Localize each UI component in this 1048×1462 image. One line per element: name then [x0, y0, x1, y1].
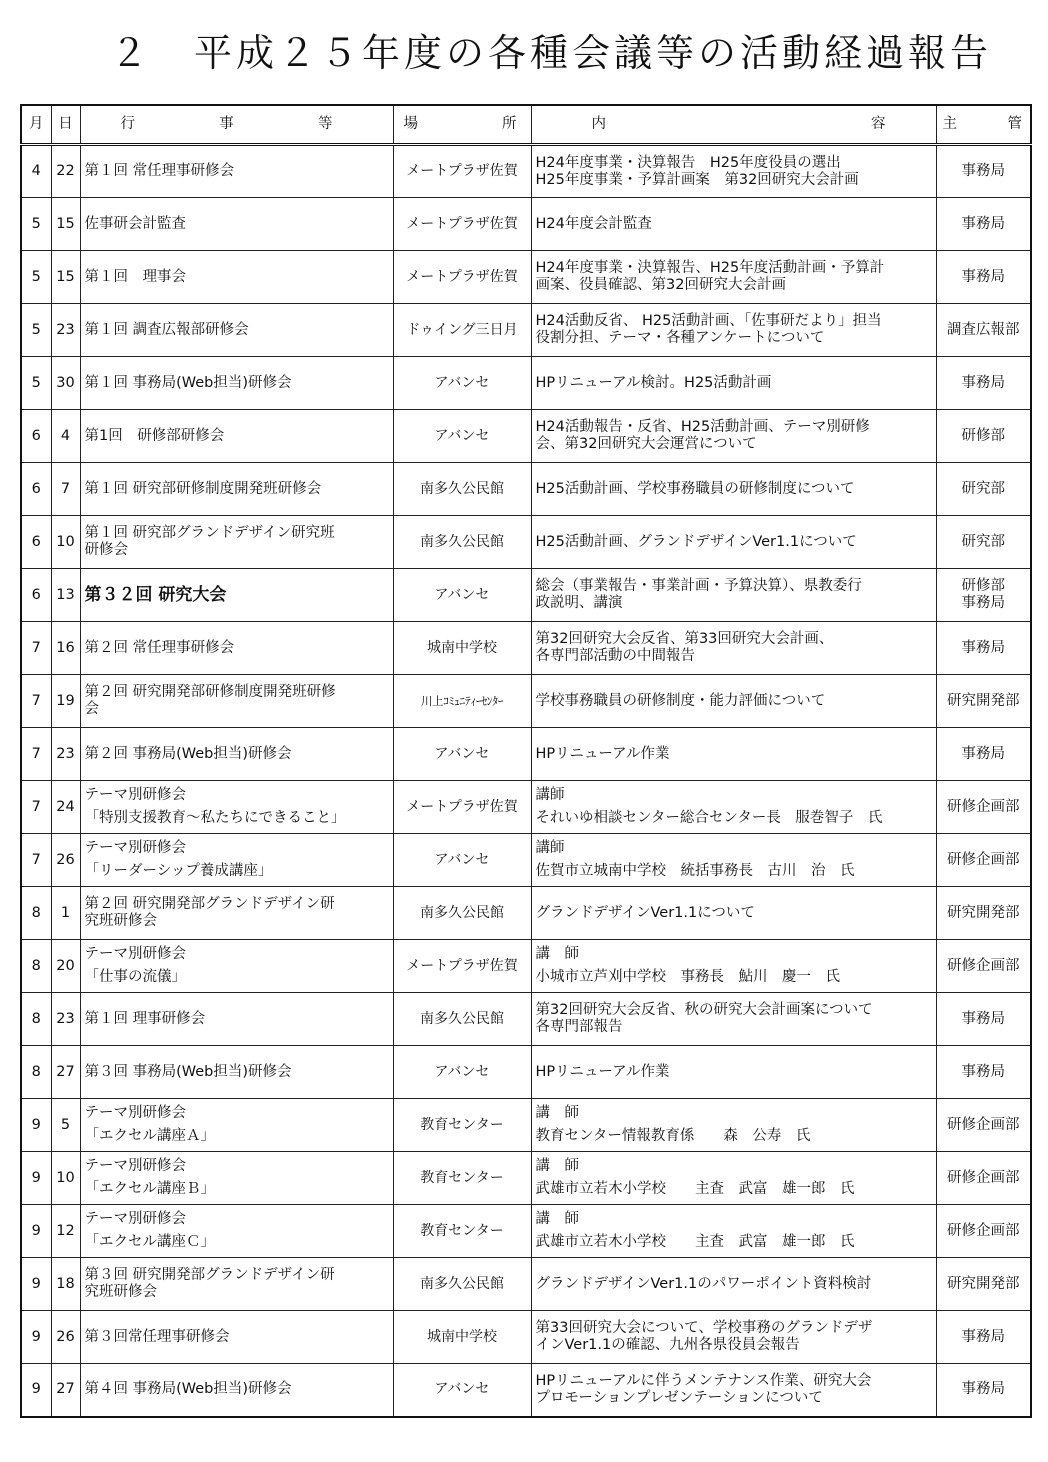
event-line: 第１回 常任理事研修会	[84, 163, 235, 179]
day-cell: 26	[51, 1311, 80, 1364]
event-cell	[80, 887, 393, 940]
content-cell	[531, 993, 936, 1046]
day-cell: 15	[51, 251, 80, 304]
content-line: 講 師	[535, 1211, 579, 1227]
organizer-cell	[936, 781, 1031, 834]
event-line: 第１回 事務局(Web担当)研修会	[84, 374, 292, 391]
event-line: 第２回 事務局(Web担当)研修会	[84, 745, 292, 762]
organizer-line: 研究部	[961, 533, 1005, 550]
month-cell: 8	[21, 1046, 51, 1099]
month-cell: 8	[21, 940, 51, 993]
content-cell	[531, 198, 936, 251]
event-line: 第２回 常任理事研修会	[84, 639, 235, 656]
content-line: HPリニューアル作業	[535, 745, 670, 762]
event-line: 第３２回 研究大会	[84, 584, 227, 605]
day-cell: 5	[51, 1099, 80, 1152]
content-cell	[531, 516, 936, 569]
content-line: 学校事務職員の研修制度・能力評価について	[535, 692, 826, 709]
event-line: 究班研修会	[84, 1284, 157, 1300]
event-line: 会	[84, 701, 99, 717]
table-row	[21, 781, 1031, 834]
content-line: 講 師	[535, 946, 579, 962]
table-row	[21, 251, 1031, 304]
table-row	[21, 1205, 1031, 1258]
event-cell	[80, 198, 393, 251]
content-line: HPリニューアル作業	[535, 1063, 670, 1080]
organizer-line: 調査広報部	[947, 321, 1020, 338]
event-cell	[80, 145, 393, 198]
content-line: 講師	[535, 840, 565, 856]
organizer-cell	[936, 728, 1031, 781]
organizer-line: 事務局	[961, 215, 1005, 232]
month-cell: 9	[21, 1152, 51, 1205]
content-line: 講師	[535, 787, 565, 803]
organizer-cell	[936, 940, 1031, 993]
event-line: 第３回常任理事研修会	[84, 1328, 230, 1345]
content-line: 政説明、講演	[535, 595, 623, 611]
organizer-line: 事務局	[961, 745, 1005, 762]
organizer-cell	[936, 357, 1031, 410]
organizer-cell	[936, 834, 1031, 887]
header-venue: 場 所	[393, 105, 531, 145]
venue-cell: 南多久公民館	[393, 993, 531, 1046]
event-line: 「エクセル講座Ｃ」	[84, 1234, 215, 1250]
content-line: 第32回研究大会反省、第33回研究大会計画、	[535, 631, 834, 647]
day-cell: 1	[51, 887, 80, 940]
content-cell	[531, 410, 936, 463]
month-cell: 8	[21, 887, 51, 940]
table-row	[21, 1152, 1031, 1205]
content-line: 武雄市立若木小学校 主査 武富 雄一郎 氏	[535, 1181, 855, 1197]
organizer-line: 事務局	[961, 1010, 1005, 1027]
content-cell	[531, 1311, 936, 1364]
month-cell: 4	[21, 145, 51, 198]
activity-report-table	[20, 104, 1032, 1418]
organizer-line: 事務局	[961, 1381, 1005, 1398]
content-line: HPリニューアル検討。H25活動計画	[535, 374, 772, 391]
event-cell	[80, 569, 393, 622]
content-cell	[531, 940, 936, 993]
content-line: 武雄市立若木小学校 主査 武富 雄一郎 氏	[535, 1234, 855, 1250]
organizer-cell	[936, 410, 1031, 463]
organizer-cell	[936, 675, 1031, 728]
venue-cell: メートプラザ佐賀	[393, 198, 531, 251]
day-cell: 26	[51, 834, 80, 887]
event-cell	[80, 728, 393, 781]
event-line: 第１回 研究部研修制度開発班研修会	[84, 480, 322, 497]
content-line: H25活動計画、グランドデザインVer1.1について	[535, 533, 857, 550]
content-cell	[531, 728, 936, 781]
header-organizer: 主 管	[936, 105, 1031, 145]
content-cell	[531, 463, 936, 516]
venue-cell: アバンセ	[393, 357, 531, 410]
event-line: 究班研修会	[84, 913, 157, 929]
content-line: それいゆ相談センター総合センター長 服巻智子 氏	[535, 810, 883, 826]
event-line: 「エクセル講座Ａ」	[84, 1128, 215, 1144]
organizer-line: 研修企画部	[947, 851, 1020, 868]
table-row	[21, 993, 1031, 1046]
organizer-cell	[936, 145, 1031, 198]
event-cell	[80, 1205, 393, 1258]
event-cell	[80, 516, 393, 569]
content-line: 画案、役員確認、第32回研究大会計画	[535, 277, 786, 293]
table-row	[21, 675, 1031, 728]
content-cell	[531, 675, 936, 728]
page-title: ２ 平成２５年度の各種会議等の活動経過報告	[110, 31, 993, 75]
content-cell	[531, 357, 936, 410]
event-cell	[80, 463, 393, 516]
organizer-cell	[936, 1099, 1031, 1152]
month-cell: 7	[21, 675, 51, 728]
table-row	[21, 569, 1031, 622]
event-line: 第３回 事務局(Web担当)研修会	[84, 1063, 292, 1080]
content-line: H25活動計画、学校事務職員の研修制度について	[535, 480, 855, 497]
content-line: 小城市立芦刈中学校 事務長 鮎川 慶一 氏	[535, 969, 840, 985]
table-row	[21, 728, 1031, 781]
content-cell	[531, 1258, 936, 1311]
day-cell: 18	[51, 1258, 80, 1311]
table-row	[21, 622, 1031, 675]
organizer-line: 研修企画部	[947, 1116, 1020, 1133]
table-row	[21, 834, 1031, 887]
venue-cell: 南多久公民館	[393, 463, 531, 516]
organizer-line: 研究開発部	[947, 692, 1020, 709]
day-cell: 19	[51, 675, 80, 728]
content-line: 総会（事業報告・事業計画・予算決算）、県教委行	[535, 578, 862, 594]
month-cell: 9	[21, 1205, 51, 1258]
organizer-cell	[936, 1311, 1031, 1364]
day-cell: 22	[51, 145, 80, 198]
content-line: 講 師	[535, 1105, 579, 1121]
content-cell	[531, 304, 936, 357]
organizer-line: 研修企画部	[947, 957, 1020, 974]
content-line: H24年度事業・決算報告 H25年度役員の選出	[535, 154, 841, 171]
venue-cell: 川上ｺﾐｭﾆﾃｨｰｾﾝﾀｰ	[393, 675, 531, 728]
event-line: テーマ別研修会	[84, 1105, 186, 1121]
event-cell	[80, 1258, 393, 1311]
organizer-cell	[936, 622, 1031, 675]
event-line: 第１回 調査広報部研修会	[84, 321, 249, 338]
content-line: H24年度事業・決算報告、H25年度活動計画・予算計	[535, 260, 885, 276]
venue-cell: アバンセ	[393, 1364, 531, 1417]
venue-cell: アバンセ	[393, 728, 531, 781]
venue-cell: ドゥイング三日月	[393, 304, 531, 357]
event-cell	[80, 1311, 393, 1364]
content-cell	[531, 1099, 936, 1152]
organizer-line: 研修企画部	[947, 1222, 1020, 1239]
content-cell	[531, 1152, 936, 1205]
event-line: 研修会	[84, 542, 128, 558]
day-cell: 23	[51, 304, 80, 357]
day-cell: 23	[51, 993, 80, 1046]
venue-cell: 教育センター	[393, 1152, 531, 1205]
header-month: 月	[21, 105, 51, 145]
month-cell: 5	[21, 357, 51, 410]
event-cell	[80, 675, 393, 728]
venue-cell: メートプラザ佐賀	[393, 940, 531, 993]
table-row	[21, 198, 1031, 251]
day-cell: 10	[51, 516, 80, 569]
event-cell	[80, 1099, 393, 1152]
organizer-line: 事務局	[961, 268, 1005, 285]
content-cell	[531, 1205, 936, 1258]
month-cell: 9	[21, 1364, 51, 1417]
event-line: テーマ別研修会	[84, 946, 186, 962]
event-line: 「仕事の流儀」	[84, 969, 186, 985]
month-cell: 5	[21, 304, 51, 357]
organizer-cell	[936, 198, 1031, 251]
table-row	[21, 940, 1031, 993]
table-row	[21, 1258, 1031, 1311]
table-row	[21, 304, 1031, 357]
venue-cell: 南多久公民館	[393, 516, 531, 569]
event-line: テーマ別研修会	[84, 1211, 186, 1227]
content-line: プロモーションプレゼンテーションについて	[535, 1389, 823, 1406]
day-cell: 27	[51, 1046, 80, 1099]
month-cell: 9	[21, 1258, 51, 1311]
day-cell: 27	[51, 1364, 80, 1417]
event-line: テーマ別研修会	[84, 840, 186, 856]
month-cell: 6	[21, 516, 51, 569]
organizer-cell	[936, 887, 1031, 940]
event-cell	[80, 940, 393, 993]
event-cell	[80, 410, 393, 463]
day-cell: 24	[51, 781, 80, 834]
event-line: 「リーダーシップ養成講座」	[84, 863, 273, 879]
month-cell: 6	[21, 410, 51, 463]
content-cell	[531, 781, 936, 834]
content-line: 第33回研究大会について、学校事務のグランドデザ	[535, 1320, 873, 1336]
table-row	[21, 1364, 1031, 1417]
table-row	[21, 410, 1031, 463]
table-row	[21, 887, 1031, 940]
organizer-cell	[936, 251, 1031, 304]
event-line: 「エクセル講座Ｂ」	[84, 1181, 215, 1197]
content-line: インVer1.1の確認、九州各県役員会報告	[535, 1337, 800, 1353]
venue-cell: アバンセ	[393, 410, 531, 463]
day-cell: 30	[51, 357, 80, 410]
organizer-cell	[936, 463, 1031, 516]
month-cell: 7	[21, 781, 51, 834]
venue-cell: メートプラザ佐賀	[393, 781, 531, 834]
event-cell	[80, 834, 393, 887]
venue-cell: 城南中学校	[393, 1311, 531, 1364]
organizer-line: 事務局	[961, 163, 1005, 179]
organizer-cell	[936, 1205, 1031, 1258]
organizer-cell	[936, 993, 1031, 1046]
organizer-line: 事務局	[961, 1328, 1005, 1345]
content-line: H24活動報告・反省、H25活動計画、テーマ別研修	[535, 419, 870, 435]
content-line: 教育センター情報教育係 森 公寿 氏	[535, 1128, 811, 1144]
day-cell: 15	[51, 198, 80, 251]
venue-cell: 南多久公民館	[393, 1258, 531, 1311]
organizer-cell	[936, 1364, 1031, 1417]
month-cell: 7	[21, 622, 51, 675]
venue-cell: メートプラザ佐賀	[393, 145, 531, 198]
venue-cell: 南多久公民館	[393, 887, 531, 940]
table-row	[21, 1311, 1031, 1364]
day-cell: 23	[51, 728, 80, 781]
content-line: 各専門部活動の中間報告	[535, 648, 695, 664]
organizer-line: 事務局	[961, 374, 1005, 391]
venue-cell: 教育センター	[393, 1099, 531, 1152]
organizer-line: 研究部	[961, 480, 1005, 497]
organizer-line: 事務局	[961, 639, 1005, 656]
event-line: 第３回 研究開発部グランドデザイン研	[84, 1267, 335, 1283]
event-line: 「特別支援教育～私たちにできること」	[84, 810, 346, 826]
organizer-cell	[936, 569, 1031, 622]
organizer-line: 研修部	[961, 578, 1005, 594]
event-line: 第４回 事務局(Web担当)研修会	[84, 1381, 292, 1398]
event-cell	[80, 993, 393, 1046]
content-line: 第32回研究大会反省、秋の研究大会計画案について	[535, 1002, 873, 1018]
event-line: 第２回 研究開発部グランドデザイン研	[84, 896, 335, 912]
month-cell: 6	[21, 569, 51, 622]
day-cell: 10	[51, 1152, 80, 1205]
event-cell	[80, 1046, 393, 1099]
content-line: 会、第32回研究大会運営について	[535, 436, 757, 452]
header-content: 内 容	[531, 105, 936, 145]
event-line: 第1回 研修部研修会	[84, 427, 225, 444]
organizer-line: 研究開発部	[947, 904, 1020, 921]
month-cell: 9	[21, 1099, 51, 1152]
event-cell	[80, 304, 393, 357]
content-line: HPリニューアルに伴うメンテナンス作業、研究大会	[535, 1372, 872, 1389]
event-cell	[80, 251, 393, 304]
content-line: 佐賀市立城南中学校 統括事務長 古川 治 氏	[535, 863, 855, 879]
organizer-line: 事務局	[961, 1063, 1005, 1080]
content-cell	[531, 145, 936, 198]
month-cell: 9	[21, 1311, 51, 1364]
table-row	[21, 357, 1031, 410]
content-cell	[531, 251, 936, 304]
month-cell: 6	[21, 463, 51, 516]
venue-cell: 教育センター	[393, 1205, 531, 1258]
header-event: 行 事 等	[80, 105, 393, 145]
event-cell	[80, 1364, 393, 1417]
content-line: H24活動反省、 H25活動計画、「佐事研だより」担当	[535, 313, 882, 329]
content-line: グランドデザインVer1.1について	[535, 904, 755, 921]
organizer-cell	[936, 304, 1031, 357]
organizer-line: 研修部	[961, 427, 1005, 444]
day-cell: 16	[51, 622, 80, 675]
content-cell	[531, 569, 936, 622]
header-day: 日	[51, 105, 80, 145]
organizer-line: 研究開発部	[947, 1275, 1020, 1292]
organizer-line: 研修企画部	[947, 798, 1020, 815]
organizer-line: 事務局	[961, 595, 1005, 611]
event-cell	[80, 622, 393, 675]
table-body	[21, 145, 1031, 1417]
table-row	[21, 1099, 1031, 1152]
day-cell: 12	[51, 1205, 80, 1258]
event-cell	[80, 1152, 393, 1205]
event-line: 佐事研会計監査	[84, 215, 186, 232]
day-cell: 13	[51, 569, 80, 622]
organizer-cell	[936, 1152, 1031, 1205]
venue-cell: アバンセ	[393, 569, 531, 622]
organizer-line: 研修企画部	[947, 1169, 1020, 1186]
table-row	[21, 145, 1031, 198]
table-row	[21, 463, 1031, 516]
organizer-cell	[936, 1258, 1031, 1311]
venue-cell: アバンセ	[393, 834, 531, 887]
event-cell	[80, 357, 393, 410]
table-row	[21, 1046, 1031, 1099]
event-line: 第１回 研究部グランドデザイン研究班	[84, 525, 335, 541]
event-line: 第２回 研究開発部研修制度開発班研修	[84, 684, 336, 700]
day-cell: 7	[51, 463, 80, 516]
event-cell	[80, 781, 393, 834]
organizer-cell	[936, 1046, 1031, 1099]
content-line: 役割分担、テーマ・各種アンケートについて	[535, 330, 825, 346]
event-line: テーマ別研修会	[84, 787, 186, 803]
organizer-cell	[936, 516, 1031, 569]
content-cell	[531, 622, 936, 675]
venue-cell: アバンセ	[393, 1046, 531, 1099]
content-line: 講 師	[535, 1158, 579, 1174]
month-cell: 7	[21, 834, 51, 887]
content-line: H25年度事業・予算計画案 第32回研究大会計画	[535, 171, 859, 188]
content-line: グランドデザインVer1.1のパワーポイント資料検討	[535, 1275, 872, 1292]
month-cell: 5	[21, 251, 51, 304]
content-cell	[531, 887, 936, 940]
event-line: 第１回 理事会	[84, 268, 186, 285]
content-line: H24年度会計監査	[535, 215, 652, 232]
event-line: 第１回 理事研修会	[84, 1010, 206, 1027]
table-row	[21, 516, 1031, 569]
day-cell: 20	[51, 940, 80, 993]
event-line: テーマ別研修会	[84, 1158, 186, 1174]
content-line: 各専門部報告	[535, 1019, 623, 1035]
month-cell: 5	[21, 198, 51, 251]
table-header-row	[21, 105, 1031, 145]
content-cell	[531, 1046, 936, 1099]
month-cell: 7	[21, 728, 51, 781]
content-cell	[531, 1364, 936, 1417]
month-cell: 8	[21, 993, 51, 1046]
day-cell: 4	[51, 410, 80, 463]
content-cell	[531, 834, 936, 887]
venue-cell: 城南中学校	[393, 622, 531, 675]
venue-cell: メートプラザ佐賀	[393, 251, 531, 304]
